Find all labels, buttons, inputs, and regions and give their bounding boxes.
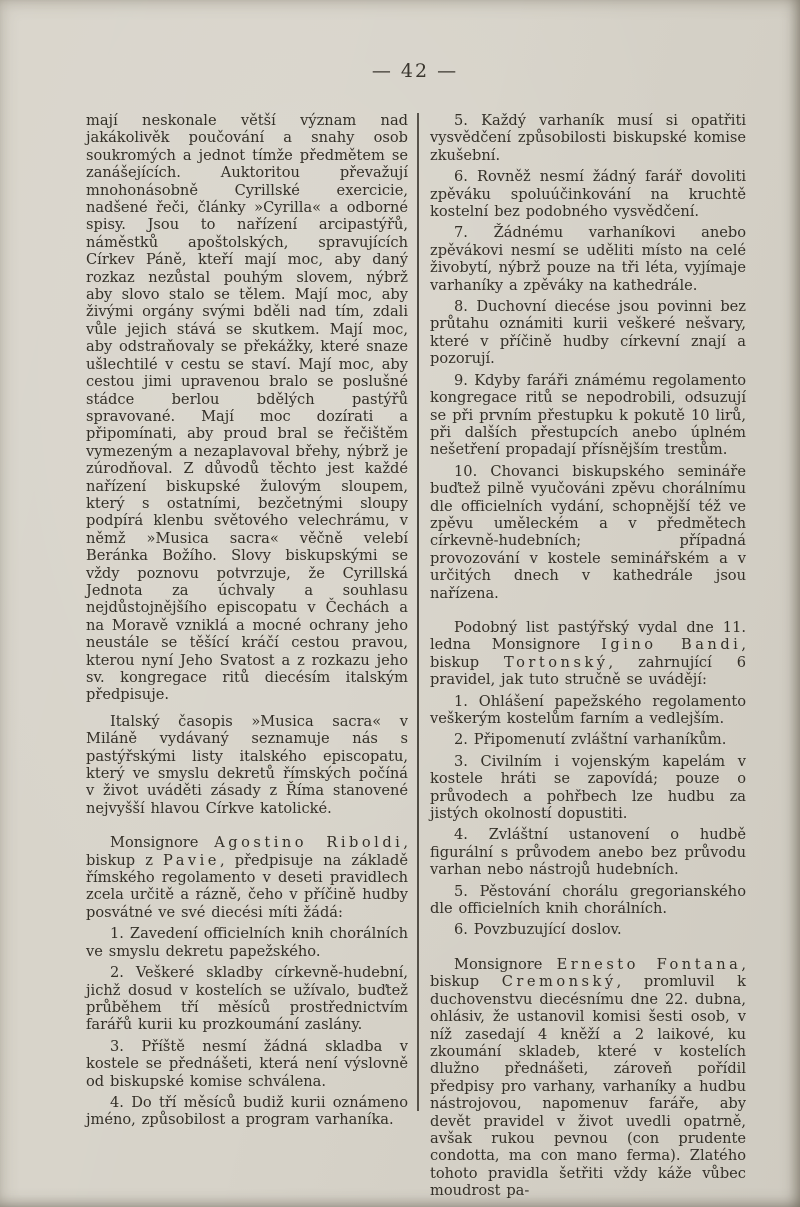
text-segment: 5. Každý varhaník musí si opatřiti vysvědčení způsobilosti biskupské komise zkušební.	[430, 112, 746, 164]
text-segment: , promluvil k duchovenstvu diecésnímu dne 22. dubna, ohlásiv, že ustanovil komisi šesti osob, v níž zasedají 4 kněží a 2 laikové, ku zkoumání skladeb, které v kostelích dlužno přednášeti, zároveň pořídil předpisy pro varhany, varhaníky a hudbu nástrojovou, napomenuv faráře, aby devět pravidel v život uvedli opatrně, avšak rukou pevnou (con prudente condotta, ma con mano ferma). Zlatého tohoto pravidla šetřiti vždy káže vůbec moudrost pa-	[430, 973, 746, 1200]
text-segment: 9. Kdyby faráři známému regolamento kongregace ritů se nepodrobili, odsuzují se při prvním přestupku k pokutě 10 lirů, při dalších přestupcích anebo úplném nešetření propadají přísnějším trestům.	[430, 371, 746, 459]
text-segment: 3. Civilním i vojenským kapelám v kostele hráti se zapovídá; pouze o průvodech a pohřbech lze hudbu za jistých okolností dopustiti.	[430, 752, 746, 823]
text-segment: Monsignore	[454, 955, 557, 973]
paragraph	[430, 372, 746, 459]
text-segment: 1. Zavedení officielních knih chorálních ve smyslu dekretu papežského.	[86, 925, 408, 960]
letterspaced-name: Igino Bandi	[601, 636, 742, 654]
text-segment: 3. Příště nesmí žádná skladba v kostele se přednášeti, která není výslovně od biskupské komise schválena.	[86, 1037, 408, 1090]
paragraph	[430, 956, 746, 1200]
paragraph	[430, 168, 746, 220]
page-number: — 42 —	[371, 60, 459, 82]
paragraph	[430, 298, 746, 368]
letterspaced-name: Ernesto Fontana	[556, 955, 742, 973]
text-segment: 4. Do tří měsíců budiž kurii oznámeno jméno, způsobilost a program varhaníka.	[86, 1093, 408, 1129]
paragraph	[86, 1038, 408, 1090]
text-segment: Italský časopis »Musica sacra« v Miláně vydávaný seznamuje nás s pastýřskými listy italského episcopatu, který ve smyslu dekretů římských počíná v život uváděti zásady z Říma stanovené nejvyšší hlavou Církve katolické.	[86, 712, 408, 817]
paragraph	[430, 883, 746, 918]
letterspaced-name: Pavie	[163, 851, 220, 869]
text-segment: 4. Zvláštní ustanovení o hudbě figurální s průvodem anebo bez průvodu varhan nebo nástrojů hudebních.	[430, 826, 746, 879]
text-segment: , předpisuje na základě římského regolamento v deseti pravidlech zcela určitě a rázně, čeho v příčině hudby posvátné ve své diecési míti žádá:	[86, 851, 408, 921]
paragraph	[430, 463, 746, 602]
paragraph	[86, 834, 408, 921]
text-segment: Monsignore	[110, 834, 215, 852]
paragraph	[430, 921, 746, 938]
text-segment: Podobný list pastýřský vydal dne 11. ledna Monsignore	[430, 618, 746, 654]
text-segment: 6. Rovněž nesmí žádný farář dovoliti zpěváku spoluúčinkování na kruchtě kostelní bez podobného vysvědčení.	[430, 168, 746, 221]
column-divider-rule	[417, 113, 419, 1111]
left-text-column	[86, 112, 408, 1129]
paragraph	[86, 925, 408, 960]
paragraph	[430, 826, 746, 878]
paragraph	[430, 112, 746, 164]
paragraph	[86, 112, 408, 704]
paragraph	[430, 753, 746, 823]
paragraph	[430, 693, 746, 728]
paragraph	[86, 1094, 408, 1129]
letterspaced-name: Agostino Riboldi	[214, 834, 404, 852]
text-segment: , biskup	[430, 636, 746, 671]
text-segment: mají neskonale větší význam nad jakákolivěk poučování a snahy osob soukromých a jednot tímže předmětem se zanášejících. Auktoritou převažují mnohonásobně Cyrillské exercicie, nadšené řeči, články »Cyrilla« a odborné spisy. Jsou to nařízení arcipastýřů, náměstků apoštolských, spravujících Církev Páně, kteří mají moc, aby daný rozkaz nezůstal pouhým slovem, nýbrž aby slovo stalo se tělem. Mají moc, aby živými orgány svými bděli nad tím, zdali vůle jejich stává se skutkem. Mají moc, aby odstraňovaly se překážky, které snaze ušlechtilé v cestu se staví. Mají moc, aby cestou jimi upravenou bralo se poslušné stádce berlou bdělých pastýřů spravované. Mají moc dozírati a připomínati, aby proud bral se řečištěm vymezeným a nezaplavoval břehy, nýbrž je zúrodňoval. Z důvodů těchto jest každé nařízení biskupské žulovým sloupem, který s ostatními, bezčetnými sloupy podpírá klenbu světového velechrámu, v němž »Musica sacra« věčně velebí Beránka Božího. Slovy biskupskými se vždy poznovu potvrzuje, že Cyrillská Jednota za úchvaly a souhlasu nejdůstojnějšího episcopatu v Čechách a na Moravě vzniklá a mocné ochrany jeho neustále se těšící kráčí cestou pravou, kterou nyní Jeho Svatost a z rozkazu jeho sv. kongregace ritů diecésím italským předpisuje.	[86, 112, 408, 704]
text-segment: 1. Ohlášení papežského regolamento veškerým kostelům farním a vedlejším.	[430, 692, 746, 727]
text-segment: , biskup z	[86, 834, 408, 869]
text-segment: 10. Chovanci biskupského semináře buďtež pilně vyučováni zpěvu chorálnímu dle officielních vydání, schopnější též ve zpěvu uměleckém a v předmětech církevně-hudebních; případná provozování v kostele seminářském a v určitých dnech v kathedrále jsou nařízena.	[430, 462, 746, 602]
text-segment: 7. Žádnému varhaníkovi anebo zpěvákovi nesmí se uděliti místo na celé živobytí, nýbrž pouze na tři léta, vyjímaje varhaníky a zpěváky na kathedrále.	[430, 224, 746, 294]
paragraph	[430, 731, 746, 748]
text-segment: , zahrnující 6 pravidel, jak tuto stručně se uvádějí:	[430, 653, 746, 689]
paragraph	[430, 619, 746, 689]
text-segment: 2. Připomenutí zvláštní varhaníkům.	[454, 731, 727, 749]
paragraph	[430, 224, 746, 294]
text-segment: , biskup	[430, 955, 747, 991]
letterspaced-name: Tortonský	[504, 653, 609, 671]
letterspaced-name: Cremonský	[501, 973, 617, 991]
text-segment: 2. Veškeré skladby církevně-hudební, jichž dosud v kostelích se užívalo, buďtež průběhem tří měsíců prostřednictvím farářů kurii ku prozkoumání zaslány.	[86, 964, 408, 1034]
text-segment: 5. Pěstování chorálu gregorianského dle officielních knih chorálních.	[430, 882, 746, 918]
paragraph	[86, 964, 408, 1034]
right-text-column	[430, 112, 746, 1200]
paragraph	[86, 713, 408, 817]
text-segment: 8. Duchovní diecése jsou povinni bez průtahu oznámiti kurii veškeré nešvary, které v příčině hudby církevní znají a pozorují.	[430, 298, 746, 368]
text-segment: 6. Povzbuzující doslov.	[454, 921, 622, 939]
